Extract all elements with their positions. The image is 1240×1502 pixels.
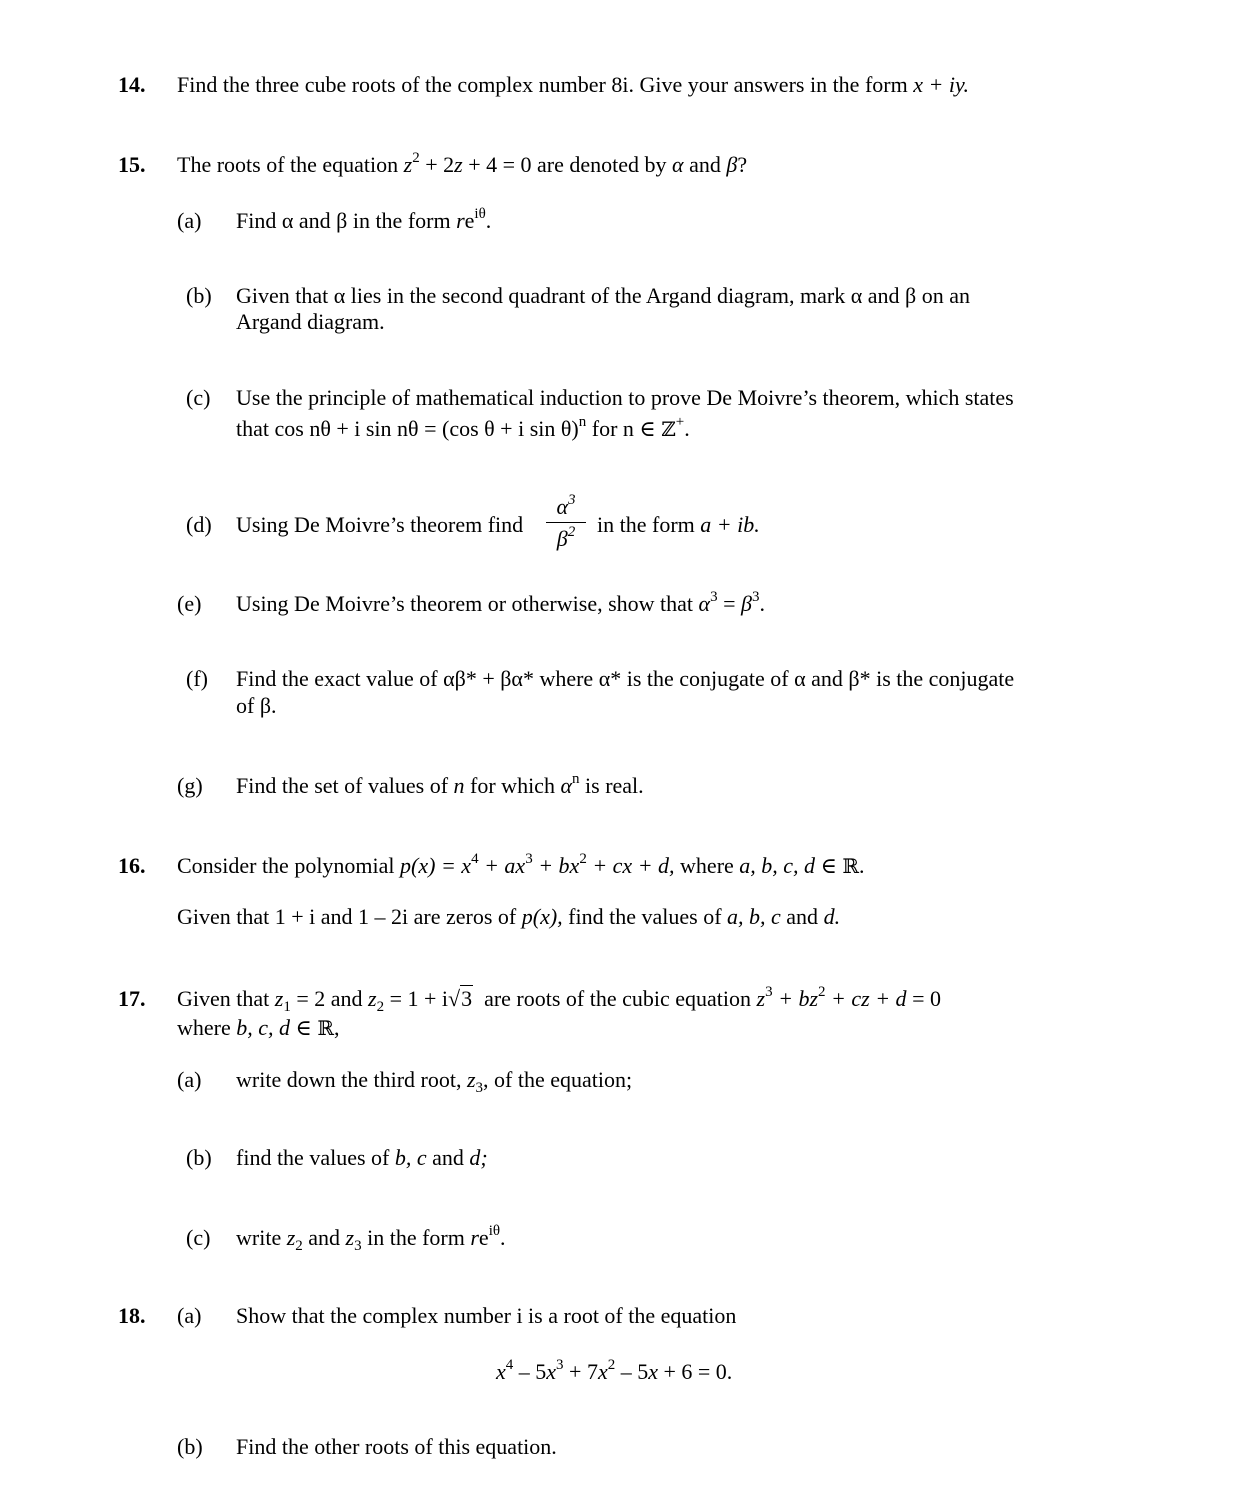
question-14-text: Find the three cube roots of the complex number 8i. Give your answers in the form x + iy. bbox=[177, 72, 969, 97]
question-17-line2: where b, c, d ∈ ℝ, bbox=[177, 1015, 340, 1040]
question-15d-label: (d) bbox=[186, 512, 212, 537]
question-15b-line1: Given that α lies in the second quadrant of the Argand diagram, mark α and β on an bbox=[236, 283, 970, 308]
question-15c-label: (c) bbox=[186, 385, 211, 410]
question-15c-line1: Use the principle of mathematical induction to prove De Moivre’s theorem, which states bbox=[236, 385, 1014, 410]
question-15a-text: Find α and β in the form $re^{i\theta}$. bbox=[236, 206, 492, 233]
question-17a-text: write down the third root, $z_3$, of the equation; bbox=[236, 1067, 633, 1096]
question-18b-text: Find the other roots of this equation. bbox=[236, 1434, 557, 1459]
question-17b-text: find the values of b, c and d; bbox=[236, 1145, 488, 1170]
question-18-equation: $x^4 - 5x^3 + 7x^2 - 5x + 6 = 0$. bbox=[496, 1357, 733, 1384]
question-15d-text-pre: Using De Moivre’s theorem find bbox=[236, 512, 524, 537]
question-17c-label: (c) bbox=[186, 1225, 211, 1250]
question-15f-line1: Find the exact value of αβ* + βα* where α* is the conjugate of α and β* is the conjugate bbox=[236, 666, 1015, 691]
question-16-line2: Given that 1 + i and 1 – 2i are zeros of p(x), find the values of a, b, c and d. bbox=[177, 904, 841, 929]
question-18a-label: (a) bbox=[177, 1303, 202, 1328]
question-14-number: 14. bbox=[118, 72, 146, 97]
question-15f-line2: of β. bbox=[236, 693, 277, 718]
question-15c-line2: that cos nθ + i sin nθ = (cos θ + i sin θ)$^n$ for n ∈ ℤ+. bbox=[236, 414, 690, 441]
question-15g-text: Find the set of values of n for which $\alpha^n$ is real. bbox=[236, 771, 644, 798]
fraction-denominator: $\beta^2$ bbox=[556, 524, 576, 551]
question-16-line1: Consider the polynomial $p(x) = x^4 + ax^3 + bx^2$ + cx + d, where a, b, c, d ∈ ℝ. bbox=[177, 851, 865, 878]
question-17a-label: (a) bbox=[177, 1067, 202, 1092]
fraction-numerator: $\alpha^3$ bbox=[556, 492, 576, 519]
question-15f-label: (f) bbox=[186, 666, 208, 691]
question-15g-label: (g) bbox=[177, 773, 203, 798]
question-15e-label: (e) bbox=[177, 591, 202, 616]
question-15b-label: (b) bbox=[186, 283, 212, 308]
question-17c-text: write $z_2$ and $z_3$ in the form $re^{i\theta}$. bbox=[236, 1223, 506, 1254]
question-17-line1: Given that $z_1 = 2$ and $z_2 = 1 + i√3$ are roots of the cubic equation $z^3 + bz^2$ + cz + d = 0 bbox=[177, 984, 941, 1015]
square-root-symbol: √3 bbox=[448, 986, 473, 1011]
question-15d-text-post: in the form a + ib. bbox=[597, 512, 760, 537]
question-15b-line2: Argand diagram. bbox=[236, 309, 385, 334]
alpha-cubed-over-beta-squared-fraction bbox=[548, 492, 584, 553]
question-15e-text: Using De Moivre’s theorem or otherwise, show that $\alpha^3 = \beta^3$. bbox=[236, 589, 765, 616]
question-18-number: 18. bbox=[118, 1303, 146, 1328]
question-17b-label: (b) bbox=[186, 1145, 212, 1170]
question-15-stem: The roots of the equation $z^2 + 2z + 4 = 0$ are denoted by α and β? bbox=[177, 150, 748, 177]
question-16-number: 16. bbox=[118, 853, 146, 878]
question-18a-text: Show that the complex number i is a root of the equation bbox=[236, 1303, 737, 1328]
question-15a-label: (a) bbox=[177, 208, 202, 233]
question-18b-label: (b) bbox=[177, 1434, 203, 1459]
question-17-number: 17. bbox=[118, 986, 146, 1011]
question-15-number: 15. bbox=[118, 152, 146, 177]
